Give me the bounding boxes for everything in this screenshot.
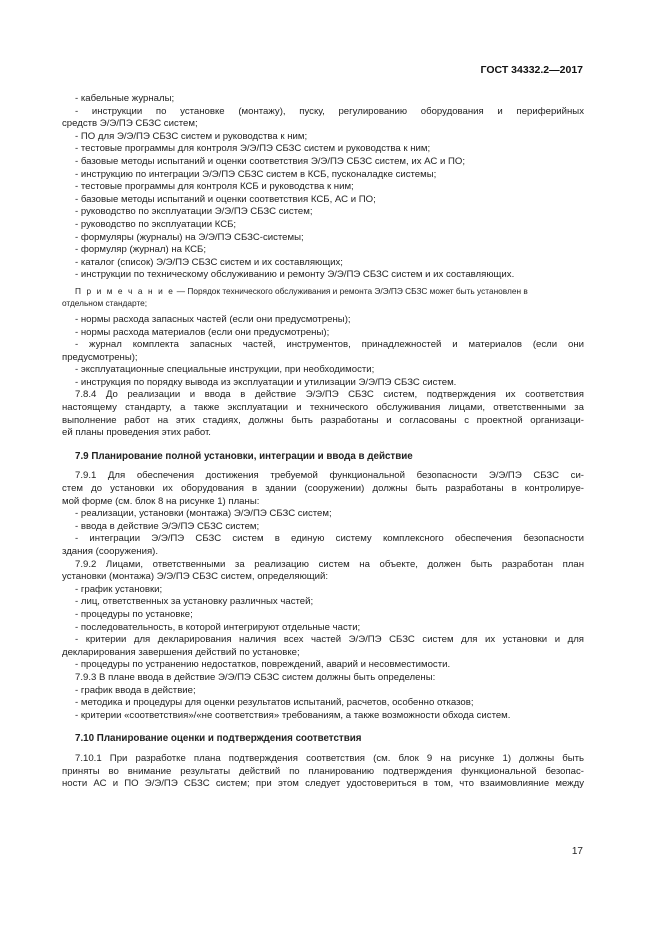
note-label: П р и м е ч а н и е xyxy=(75,285,175,296)
list-item: - график ввода в действие; xyxy=(75,684,196,696)
paragraph-line: выполнение работ на этих стадиях, должны быть разработаны и согласованы с проектной организаци- xyxy=(62,414,584,426)
list-item: - ПО для Э/Э/ПЭ СБЗС систем и руководства к ним; xyxy=(75,130,308,142)
page-number: 17 xyxy=(571,846,583,857)
note-text: — Порядок технического обслуживания и ремонта Э/Э/ПЭ СБЗС может быть установлен в xyxy=(174,285,528,296)
list-item: - критерии для декларирования наличия всех частей Э/Э/ПЭ СБЗС систем для их установки и для xyxy=(75,634,584,646)
list-item: - процедуры по устранению недостатков, повреждений, аварий и несовместимости. xyxy=(75,659,451,671)
paragraph-line: 7.9.2 Лицами, ответственными за реализацию систем на объекте, должен быть разработан план xyxy=(75,558,584,570)
list-item: - руководство по эксплуатации Э/Э/ПЭ СБЗС систем; xyxy=(75,206,313,218)
page-body xyxy=(62,93,584,791)
list-item-continuation: предусмотрены); xyxy=(62,351,138,363)
paragraph-line: 7.8.4 До реализации и ввода в действие Э/Э/ПЭ СБЗС систем, подтверждения их соответствия xyxy=(75,389,584,401)
list-item: - инструкцию по интеграции Э/Э/ПЭ СБЗС систем в КСБ, пусконаладке системы; xyxy=(75,168,437,180)
document-code: ГОСТ 34332.2—2017 xyxy=(480,64,583,76)
section-heading-7-10: 7.10 Планирование оценки и подтверждения соответствия xyxy=(75,733,362,745)
list-item: - график установки; xyxy=(75,583,163,595)
paragraph-line: мой форме (см. блок 8 на рисунке 1) планы: xyxy=(62,495,260,507)
list-item-continuation: средств Э/Э/ПЭ СБЗС систем; xyxy=(62,118,198,130)
paragraph-line: настоящему стандарту, а также эксплуатации и технического обслуживания лицами, ответственными за xyxy=(62,402,584,414)
list-item: - каталог (список) Э/Э/ПЭ СБЗС систем и их составляющих; xyxy=(75,256,343,268)
list-item: - инструкции по установке (монтажу), пуску, регулированию оборудования и периферийных xyxy=(75,105,584,117)
paragraph-line: 7.9.3 В плане ввода в действие Э/Э/ПЭ СБЗС систем должны быть определены: xyxy=(75,671,436,683)
list-item: - нормы расхода запасных частей (если они предусмотрены); xyxy=(75,313,351,325)
list-item-continuation: декларирования завершения действий по установке; xyxy=(62,646,300,658)
note-text-continuation: отдельном стандарте; xyxy=(62,297,148,308)
list-item: - журнал комплекта запасных частей, инструментов, принадлежностей и материалов (если они xyxy=(75,339,584,351)
list-item: - лиц, ответственных за установку различных частей; xyxy=(75,596,314,608)
paragraph-line: стем до установки их оборудования в здании (сооружении) должны быть разработаны в контролируе- xyxy=(62,483,584,495)
list-item: - интеграции Э/Э/ПЭ СБЗС систем в единую систему комплексного обеспечения безопасности xyxy=(75,533,584,545)
list-item: - тестовые программы для контроля Э/Э/ПЭ СБЗС систем и руководства к ним; xyxy=(75,143,431,155)
paragraph-line: установки (монтажа) Э/Э/ПЭ СБЗС систем, определяющий: xyxy=(62,571,329,583)
list-item: - нормы расхода материалов (если они предусмотрены); xyxy=(75,326,330,338)
list-item: - реализации, установки (монтажа) Э/Э/ПЭ СБЗС систем; xyxy=(75,508,332,520)
list-item: - базовые методы испытаний и оценки соответствия Э/Э/ПЭ СБЗС систем, их АС и ПО; xyxy=(75,155,466,167)
paragraph-line: приняты во внимание результаты действий по планированию подтверждения функциональной безопас- xyxy=(62,765,584,777)
section-heading-7-9: 7.9 Планирование полной установки, интеграции и ввода в действие xyxy=(75,450,413,462)
list-item: - критерии «соответствия»/«не соответствия» требованиям, а также возможности обхода систем. xyxy=(75,709,511,721)
list-item: - ввода в действие Э/Э/ПЭ СБЗС систем; xyxy=(75,520,260,532)
paragraph-line: ности АС и ПО Э/Э/ПЭ СБЗС систем; при этом следует удостовериться в том, что взаимовлияние между xyxy=(62,778,584,790)
paragraph-line: ей планы проведения этих работ. xyxy=(62,427,211,439)
note-block xyxy=(62,285,584,309)
list-item: - руководство по эксплуатации КСБ; xyxy=(75,218,237,230)
list-item: - базовые методы испытаний и оценки соответствия КСБ, АС и ПО; xyxy=(75,193,376,205)
list-item: - кабельные журналы; xyxy=(75,93,175,104)
list-item: - формуляр (журнал) на КСБ; xyxy=(75,244,207,256)
list-item: - инструкция по порядку вывода из эксплуатации и утилизации Э/Э/ПЭ СБЗС систем. xyxy=(75,376,457,388)
list-item: - формуляры (журналы) на Э/Э/ПЭ СБЗС-системы; xyxy=(75,231,304,243)
paragraph-line: 7.10.1 При разработке плана подтверждения соответствия (см. блок 9 на рисунке 1) должны быть xyxy=(75,752,584,764)
list-item: - инструкции по техническому обслуживанию и ремонту Э/Э/ПЭ СБЗС систем и их составляющих. xyxy=(75,269,515,281)
list-item-continuation: здания (сооружения). xyxy=(62,546,159,557)
list-item: - процедуры по установке; xyxy=(75,608,193,620)
list-item: - методика и процедуры для оценки результатов испытаний, расчетов, особенно отказов; xyxy=(75,697,474,709)
paragraph-line: 7.9.1 Для обеспечения достижения требуемой функциональной безопасности Э/Э/ПЭ СБЗС си- xyxy=(75,470,584,482)
list-item: - последовательность, в которой интегрируют отдельные части; xyxy=(75,621,361,633)
list-item: - тестовые программы для контроля КСБ и руководства к ним; xyxy=(75,181,354,193)
list-item: - эксплуатационные специальные инструкции, при необходимости; xyxy=(75,364,375,376)
